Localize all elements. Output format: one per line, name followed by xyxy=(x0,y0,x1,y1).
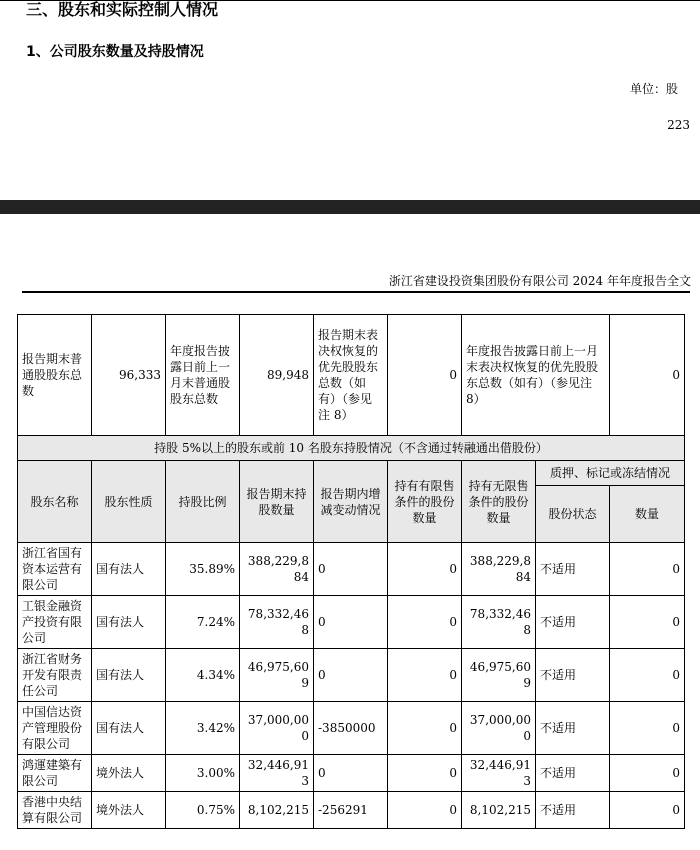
header-change: 报告期内增减变动情况 xyxy=(314,461,388,543)
cell-shares: 8,102,215 xyxy=(240,792,314,829)
cell-ratio: 0.75% xyxy=(166,792,240,829)
column-header-row xyxy=(18,461,685,486)
summary-label-1: 报告期末普通股股东总数 xyxy=(18,315,92,436)
summary-label-4: 年度报告披露日前上一月末表决权恢复的优先股股东总数（如有）（参见注 8） xyxy=(462,315,610,436)
cell-change: -256291 xyxy=(314,792,388,829)
cell-name: 鸿運建築有限公司 xyxy=(18,755,92,792)
cell-shares: 37,000,000 xyxy=(240,702,314,755)
subsection-title: 1、公司股东数量及持股情况 xyxy=(26,44,204,60)
table-row xyxy=(18,792,685,829)
cell-nature: 境外法人 xyxy=(92,755,166,792)
cell-pledge-qty: 0 xyxy=(610,792,685,829)
cell-name: 浙江省国有资本运营有限公司 xyxy=(18,543,92,596)
header-pledge-status: 股份状态 xyxy=(536,486,610,543)
cell-shares: 388,229,884 xyxy=(240,543,314,596)
cell-ratio: 3.00% xyxy=(166,755,240,792)
cell-pledge-status: 不适用 xyxy=(536,792,610,829)
cell-restricted: 0 xyxy=(388,596,462,649)
cell-unrestricted: 32,446,913 xyxy=(462,755,536,792)
cell-unrestricted: 78,332,468 xyxy=(462,596,536,649)
cell-nature: 国有法人 xyxy=(92,596,166,649)
table-row xyxy=(18,702,685,755)
page-number: 223 xyxy=(667,118,690,132)
table-row xyxy=(18,755,685,792)
cell-shares: 32,446,913 xyxy=(240,755,314,792)
cell-nature: 国有法人 xyxy=(92,543,166,596)
cell-change: 0 xyxy=(314,649,388,702)
cell-pledge-qty: 0 xyxy=(610,543,685,596)
table-span-title-row xyxy=(18,436,685,461)
cell-ratio: 35.89% xyxy=(166,543,240,596)
page-break-band xyxy=(0,200,700,214)
cell-ratio: 3.42% xyxy=(166,702,240,755)
table-row xyxy=(18,596,685,649)
cell-pledge-qty: 0 xyxy=(610,596,685,649)
cell-unrestricted: 8,102,215 xyxy=(462,792,536,829)
header-pledge: 质押、标记或冻结情况 xyxy=(536,461,685,486)
cell-pledge-status: 不适用 xyxy=(536,755,610,792)
summary-value-1: 96,333 xyxy=(92,315,166,436)
shareholder-table xyxy=(17,314,685,829)
table-span-title: 持股 5%以上的股东或前 10 名股东持股情况（不含通过转融通出借股份） xyxy=(18,436,685,461)
cell-pledge-status: 不适用 xyxy=(536,702,610,755)
cell-name: 工银金融资产投资有限公司 xyxy=(18,596,92,649)
header-nature: 股东性质 xyxy=(92,461,166,543)
summary-value-3: 0 xyxy=(388,315,462,436)
running-header: 浙江省建设投资集团股份有限公司 2024 年年度报告全文 xyxy=(388,274,691,288)
cell-name: 浙江省财务开发有限责任公司 xyxy=(18,649,92,702)
header-shares: 报告期末持股数量 xyxy=(240,461,314,543)
cell-change: 0 xyxy=(314,543,388,596)
cell-shares: 78,332,468 xyxy=(240,596,314,649)
cell-pledge-status: 不适用 xyxy=(536,649,610,702)
cell-restricted: 0 xyxy=(388,702,462,755)
cell-name: 中国信达资产管理股份有限公司 xyxy=(18,702,92,755)
header-ratio: 持股比例 xyxy=(166,461,240,543)
unit-label: 单位：股 xyxy=(629,82,678,96)
cell-restricted: 0 xyxy=(388,649,462,702)
header-name: 股东名称 xyxy=(18,461,92,543)
cell-change: -3850000 xyxy=(314,702,388,755)
cell-pledge-status: 不适用 xyxy=(536,543,610,596)
summary-row xyxy=(18,315,685,436)
cell-ratio: 7.24% xyxy=(166,596,240,649)
cell-nature: 境外法人 xyxy=(92,792,166,829)
cell-restricted: 0 xyxy=(388,543,462,596)
summary-value-2: 89,948 xyxy=(240,315,314,436)
table-row xyxy=(18,543,685,596)
cell-name: 香港中央结算有限公司 xyxy=(18,792,92,829)
cell-pledge-qty: 0 xyxy=(610,649,685,702)
cell-unrestricted: 388,229,884 xyxy=(462,543,536,596)
cell-unrestricted: 46,975,609 xyxy=(462,649,536,702)
header-unrestricted: 持有无限售条件的股份数量 xyxy=(462,461,536,543)
cell-pledge-qty: 0 xyxy=(610,702,685,755)
section-title: 三、股东和实际控制人情况 xyxy=(26,0,219,19)
cell-unrestricted: 37,000,000 xyxy=(462,702,536,755)
summary-label-3: 报告期末表决权恢复的优先股股东总数（如有）（参见注 8） xyxy=(314,315,388,436)
summary-label-2: 年度报告披露日前上一月末普通股股东总数 xyxy=(166,315,240,436)
cell-restricted: 0 xyxy=(388,792,462,829)
summary-value-4: 0 xyxy=(610,315,685,436)
cell-nature: 国有法人 xyxy=(92,649,166,702)
header-restricted: 持有有限售条件的股份数量 xyxy=(388,461,462,543)
cell-shares: 46,975,609 xyxy=(240,649,314,702)
table-row xyxy=(18,649,685,702)
cell-change: 0 xyxy=(314,755,388,792)
cell-pledge-qty: 0 xyxy=(610,755,685,792)
cell-ratio: 4.34% xyxy=(166,649,240,702)
cell-nature: 国有法人 xyxy=(92,702,166,755)
cell-pledge-status: 不适用 xyxy=(536,596,610,649)
header-pledge-qty: 数量 xyxy=(610,486,685,543)
cell-restricted: 0 xyxy=(388,755,462,792)
cell-change: 0 xyxy=(314,596,388,649)
header-rule xyxy=(22,291,690,293)
